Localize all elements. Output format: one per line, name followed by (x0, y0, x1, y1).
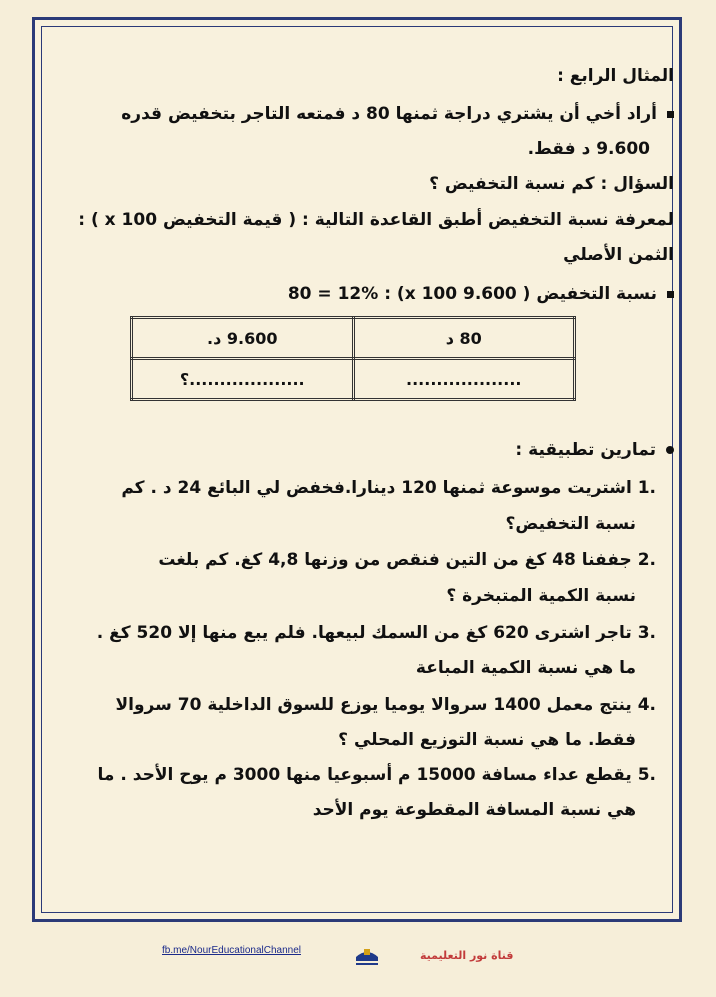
example-title: المثال الرابع : (557, 66, 674, 86)
table-cell: 9.600 د. (132, 318, 354, 359)
exercise-3-line-1: .3 تاجر اشترى 620 كغ من السمك لبيعها. فلم يبع منها إلا 520 كغ . (96, 623, 656, 643)
rule-line-2: الثمن الأصلي (563, 245, 674, 265)
dot-bullet-icon (666, 446, 674, 454)
exercise-1-line-2: نسبة التخفيض؟ (505, 514, 636, 534)
example-line-1-text: أراد أخي أن يشتري دراجة ثمنها 80 د فمتعه التاجر بتخفيض قدره (121, 104, 657, 124)
table-cell: ...................؟ (132, 359, 354, 400)
exercise-5-line-2: هي نسبة المسافة المقطوعة يوم الأحد (312, 800, 636, 820)
exercise-4-line-1: .4 ينتج معمل 1400 سروالا يوميا يوزع للسوق الداخلية 70 سروالا (115, 695, 656, 715)
table-row (132, 318, 575, 359)
square-bullet-icon (667, 111, 674, 118)
exercise-2-line-2: نسبة الكمية المتبخرة ؟ (446, 586, 636, 606)
table-cell: ................... (353, 359, 575, 400)
facebook-link[interactable]: fb.me/NourEducationalChannel (162, 945, 301, 956)
exercise-1-line-1: .1 اشتريت موسوعة ثمنها 120 دينارا.فخفض لي البائع 24 د . كم (121, 478, 656, 498)
table-row (132, 359, 575, 400)
example-line-2: 9.600 د فقط. (527, 139, 650, 159)
formula-text: نسبة التخفيض ( 9.600 x 100) : 80 = 12% (287, 284, 657, 304)
proportion-table (130, 316, 576, 401)
exercises-title (515, 438, 674, 462)
rule-line-1: لمعرفة نسبة التخفيض أطبق القاعدة التالية : ( قيمة التخفيض x 100 ) : (78, 210, 674, 230)
exercise-5-line-1: .5 يقطع عداء مسافة 15000 م أسبوعيا منها 3000 م يوح الأحد . ما (97, 765, 656, 785)
example-line-1 (121, 102, 674, 126)
exercise-2-line-1: .2 جففنا 48 كغ من التين فنقص من وزنها 4,8 كغ. كم بلغت (158, 550, 656, 570)
example-question: السؤال : كم نسبة التخفيض ؟ (429, 174, 674, 194)
exercise-4-line-2: فقط. ما هي نسبة التوزيع المحلي ؟ (338, 730, 636, 750)
exercises-title-text: تمارين تطبيقية : (515, 440, 656, 460)
brand-name: قناة نور التعليمية (420, 949, 514, 962)
footer (0, 935, 716, 975)
logo-icon (352, 939, 382, 969)
formula-line (288, 282, 674, 306)
table-cell: 80 د (353, 318, 575, 359)
exercise-3-line-2: ما هي نسبة الكمية المباعة (415, 658, 636, 678)
square-bullet-icon (667, 291, 674, 298)
